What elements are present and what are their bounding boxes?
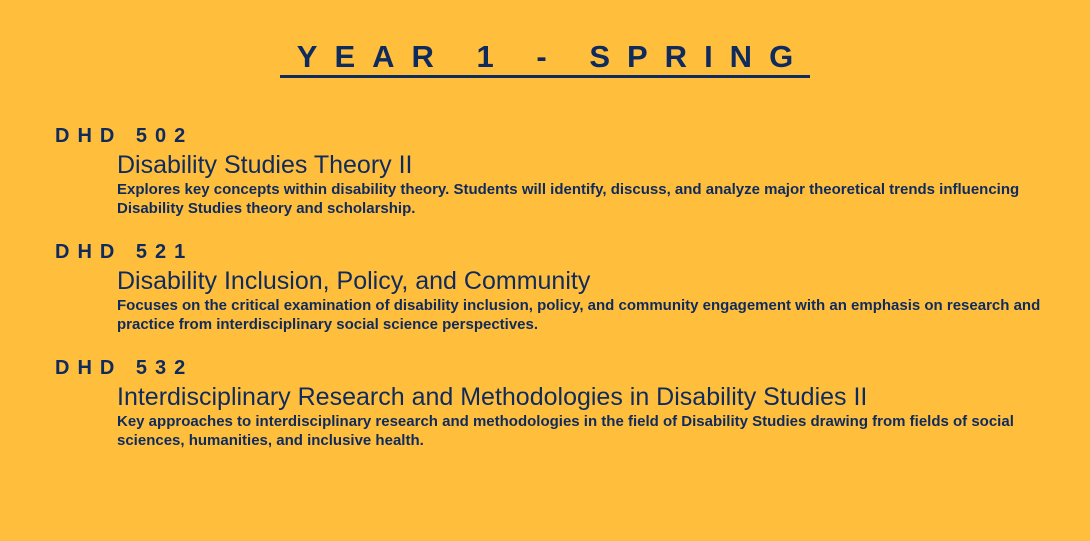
course-code: DHD 532 [55, 357, 194, 379]
course-name: Interdisciplinary Research and Methodologies in Disability Studies II [117, 383, 868, 411]
course-name: Disability Inclusion, Policy, and Community [117, 267, 591, 295]
course-item [55, 356, 1065, 450]
title-wrap [0, 40, 1090, 78]
course-description: Focuses on the critical examination of disability inclusion, policy, and community engagement with an emphasis on research and practice from interdisciplinary social science perspectives. [117, 297, 1041, 333]
course-item [55, 124, 1065, 218]
course-code: DHD 502 [55, 125, 194, 147]
course-list [55, 124, 1065, 472]
course-description: Explores key concepts within disability theory. Students will identify, discuss, and analyze major theoretical trends influencing Disability Studies theory and scholarship. [117, 181, 1020, 217]
course-name: Disability Studies Theory II [117, 151, 413, 179]
course-item [55, 240, 1065, 334]
course-description: Key approaches to interdisciplinary research and methodologies in the field of Disability Studies drawing from fields of social sciences, humanities, and inclusive health. [117, 413, 1014, 449]
course-code: DHD 521 [55, 241, 194, 263]
page-title: YEAR 1 - SPRING [280, 40, 810, 78]
